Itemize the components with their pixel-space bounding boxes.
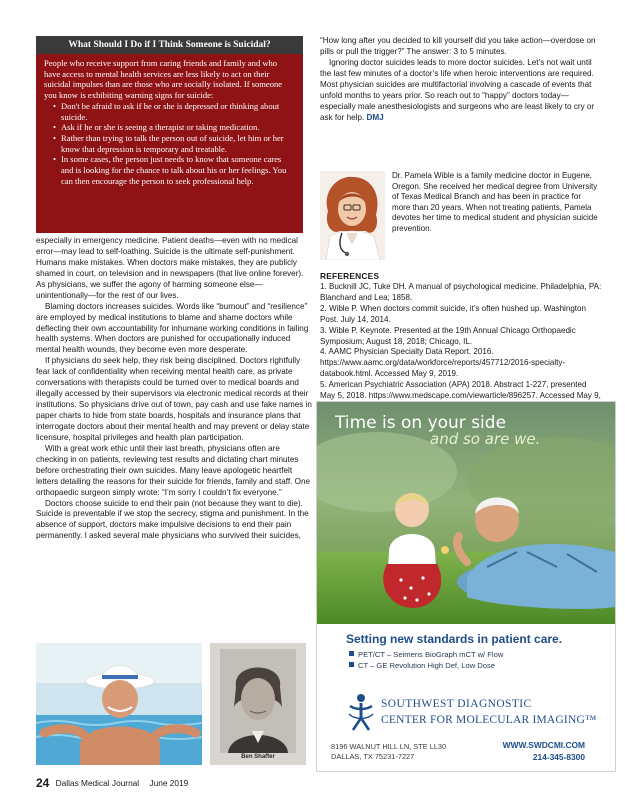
references-heading: REFERENCES: [320, 271, 380, 281]
author-photo: [320, 171, 385, 260]
ad-service-item: [349, 649, 503, 660]
sidebar-tip: • Rather than trying to talk the person out of suicide, let him or her know that depression is temporary and treatable.: [53, 133, 295, 154]
ad-service-item: [349, 660, 503, 671]
bullet-square-icon: [349, 662, 354, 667]
ad-headline-1: Time is on your side: [335, 413, 507, 433]
reference-item: 2. Wible P. When doctors commit suicide, it’s often hushed up. Washington Post. July 14, 2014.: [320, 303, 586, 324]
sidebar-tip-list: [44, 101, 295, 187]
yearbook-portrait: [210, 643, 306, 765]
article-paragraph: With a great work ethic until their last breath, physicians often are checking in on patients, reviewing test results and dictating chart minutes before orchestrating their own suicides. Many leave apologetic heartfelt letters detailing the reasons for their suicide for friends, family and staff. One orthopaedic surgeon simply wrote: “I’m sorry I couldn’t fix everyone.”: [36, 443, 310, 497]
company-logo-icon: [347, 692, 375, 732]
bullet-square-icon: [349, 651, 354, 656]
reference-item: 5. American Psychiatric Association (APA) 2018. Abstract 1-227, presented May 5, 2018. https://www.medscape.com/viewarticle/896257. Accessed May 9,: [320, 380, 601, 401]
ad-services: [349, 649, 503, 671]
sidebar-intro: People who receive support from caring friends and family and who have access to mental health services are less likely to act on their suicidal impulses than are those who are socially isolated. If someone you know is exhibiting warning signs for suicide:: [44, 58, 283, 101]
reference-item: 1. Bucknill JC, Tuke DH. A manual of psychological medicine. Philadelphia, PA: Blanchard and Lea; 1858.: [320, 282, 602, 302]
suicide-warning-sidebar: [36, 36, 303, 233]
ad-photo: [317, 402, 615, 624]
article-paragraph: especially in emergency medicine. Patient deaths—even with no medical error—may lead to self-loathing. Suicide is the ultimate self-punishment. Humans make mistakes. When doctors make mistakes, they are publicly shamed in court, on television and in newspapers (that live online forever). As physicians, we suffer the agony of harming someone else—unintentionally—for the rest of our lives.: [36, 236, 304, 300]
ad-company-name-line-1: SOUTHWEST DIAGNOSTIC: [381, 698, 532, 710]
ad-address-line: DALLAS, TX 75231-7227: [331, 752, 415, 761]
article-paragraph: If physicians do seek help, they risk being disciplined. Doctors rightfully fear lack of confidentiality when receiving mental health care, as private conversations with therapists could be turned over to medical boards and illegally accessed by their supervisors via electronic medical records at their institutions. So physicians drive out of town, pay cash and use fake names in paper charts to hide from state boards, hospitals and insurance plans that interrogate doctors about their mental health and may prevent or delay state licensure, hospital privileges and health plan participation.: [36, 356, 312, 442]
ad-tagline: Setting new standards in patient care.: [346, 632, 563, 646]
article-paragraph-text: Ignoring doctor suicides leads to more doctor suicides. Let’s not wait until the last few minutes of a doctor’s life when heroic interventions are required. Most physician suicides are multifactorial involving a cascade of events that unfold months to years prior. So reach out to “happy” doctors today—especially male anesthesiologists and surgeons who are least likely to cry or ask for help.: [320, 57, 595, 122]
yearbook-photo: [210, 643, 306, 765]
article-paragraph: Blaming doctors increases suicides. Words like “burnout” and “resilience” are employed by medical institutions to blame and shame doctors while deflecting their own accountability for inhumane working conditions in failing health systems. When doctors are punished for occupationally induced mental health wounds, they become even more desperate.: [36, 301, 309, 355]
ad-website-link[interactable]: WWW.SWDCMI.COM: [502, 740, 585, 750]
pool-photo: [36, 643, 202, 765]
page-footer: [36, 776, 188, 790]
ad-phone-number: 214-345-8300: [532, 752, 585, 762]
article-paragraph: [320, 58, 598, 124]
ad-service-label: PET/CT – Seimens BioGraph mCT w/ Flow: [358, 650, 504, 659]
ad-address: [331, 742, 446, 762]
reference-item: 3. Wible P. Keynote. Presented at the 19th Annual Chicago Orthopaedic Symposium; August 18, 2018; Chicago, IL.: [320, 325, 576, 346]
ad-headline-2: and so are we.: [430, 430, 541, 448]
imaging-center-ad: [316, 401, 616, 772]
yearbook-caption: Ben Shaffer: [241, 754, 275, 760]
issue-date: June 2019: [149, 778, 189, 788]
journal-name: Dallas Medical Journal: [55, 778, 140, 788]
sidebar-tip: • Don't be afraid to ask if he or she is depressed or thinking about suicide.: [53, 101, 295, 122]
article-paragraph: Doctors choose suicide to end their pain (not because they want to die). Suicide is preventable if we stop the secrecy, stigma and punishment. In the absence of support, doctors make impulsive decisions to end their pain permanently. I asked several male physicians who survived their suicides,: [36, 498, 309, 541]
sidebar-title: What Should I Do if I Think Someone is Suicidal?: [36, 36, 303, 54]
references-list: [320, 282, 602, 413]
sidebar-tip: • In some cases, the person just needs to know that someone cares and is looking for the chance to talk about his or her feelings. You can then encourage the person to seek professional help.: [53, 154, 295, 186]
article-paragraph: “How long after you decided to kill yourself did you take action—overdose on pills or pull the trigger?” The answer: 3 to 5 minutes.: [320, 36, 596, 56]
reference-item: 4. AAMC Physician Specialty Data Report. 2016. https://www.aamc.org/data/workforce/reports/457712/2016-specialty-databook.html. Accessed May 9, 2019.: [320, 347, 566, 379]
signoff: DMJ: [366, 112, 384, 122]
sidebar-body: [36, 54, 303, 186]
sidebar-tip: • Ask if he or she is seeing a therapist or taking medication.: [53, 122, 295, 133]
ad-service-label: CT – GE Revolution High Def, Low Dose: [358, 661, 496, 670]
article-column-right: [320, 36, 598, 124]
ad-address-line: 8196 WALNUT HILL LN, STE LL30: [331, 742, 447, 751]
page-number: 24: [36, 776, 50, 790]
author-bio: Dr. Pamela Wible is a family medicine doctor in Eugene, Oregon. She received her medical degree from University of Texas Medical Branch and has been in practice for more than 20 years. When not treating patients, Pamela devotes her time to medical student and physician suicide prevention.: [392, 171, 598, 233]
article-column-left: [36, 236, 312, 542]
ad-company-name-line-2: CENTER FOR MOLECULAR IMAGING™: [381, 714, 597, 726]
